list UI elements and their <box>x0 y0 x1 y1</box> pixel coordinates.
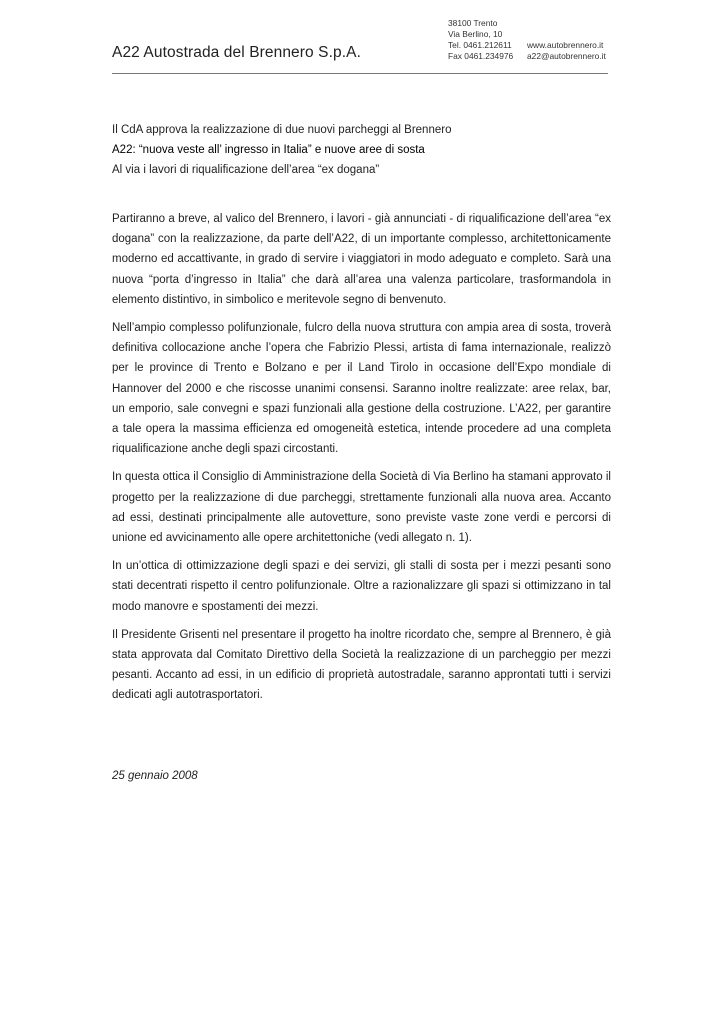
email-link[interactable]: a22@autobrennero.it <box>527 51 606 61</box>
headline-block <box>112 120 451 180</box>
headline-subtitle: Al via i lavori di riqualificazione dell’area “ex dogana” <box>112 164 380 176</box>
headline-kicker: Il CdA approva la realizzazione di due nuovi parcheggi al Brennero <box>112 124 452 136</box>
paragraph: Partiranno a breve, al valico del Brennero, i lavori - già annunciati - di riqualificazione dell’area “ex dogana” con la realizzazione, da parte dell’A22, di un importante complesso, architettonicamente moderno ed accattivante, in grado di servire i viaggiatori in modo adeguato e completo. Sarà una nuova “porta d’ingresso in Italia” che darà all’area una valenza particolare, trasformandola in elemento distintivo, in simbolico e meritevole segno di benvenuto. <box>112 213 611 306</box>
address-city: 38100 Trento <box>448 18 498 28</box>
paragraph: In un’ottica di ottimizzazione degli spazi e dei servizi, gli stalli di sosta per i mezzi pesanti sono stati decentrati rispetto il centro polifunzionale. Oltre a razionalizzare gli spazi si ottimizzano in tal modo manovre e spostamenti dei mezzi. <box>112 560 611 613</box>
address-street: Via Berlino, 10 <box>448 29 503 39</box>
company-name: A22 Autostrada del Brennero S.p.A. <box>112 44 361 61</box>
paragraph: In questa ottica il Consiglio di Amministrazione della Società di Via Berlino ha stamani approvato il progetto per la realizzazione di due parcheggi, strettamente funzionali alla nuova area. Accanto ad essi, destinati principalmente alle autovetture, sono previste vaste zone verdi e percorsi di unione ed avvicinamento alle opere architettoniche (vedi allegato n. 1). <box>112 471 611 545</box>
header-divider <box>112 73 608 74</box>
address-block <box>448 18 513 62</box>
paragraph: Nell’ampio complesso polifunzionale, fulcro della nuova struttura con ampia area di sosta, troverà definitiva collocazione anche l’opera che Fabrizio Plessi, artista di fama internazionale, realizzò per le province di Trento e Bolzano e per il Land Tirolo in occasione dell’Expo mondiale di Hannover del 2000 e che riscosse unanimi consensi. Saranno inoltre realizzate: aree relax, bar, un emporio, sale convegni e spazi funzionali alla gestione della costruzione. L’A22, per garantire a tale opera la massima efficienza ed omogeneità estetica, intende procedere ad una completa riqualificazione anche degli spazi circostanti. <box>112 322 611 456</box>
press-release-body <box>112 209 611 714</box>
contact-block <box>527 40 606 62</box>
paragraph: Il Presidente Grisenti nel presentare il progetto ha inoltre ricordato che, sempre al Brennero, è già stata approvata dal Comitato Direttivo della Società la realizzazione di un parcheggio per mezzi pesanti. Accanto ad essi, in un edificio di proprietà autostradale, saranno approntati tutti i servizi dedicati agli autotrasportatori. <box>112 628 611 702</box>
phone-number: Tel. 0461.212611 <box>448 40 512 50</box>
website-link[interactable]: www.autobrennero.it <box>527 40 604 50</box>
release-date: 25 gennaio 2008 <box>112 770 198 782</box>
headline-title: A22: “nuova veste all’ ingresso in Italia” e nuove aree di sosta <box>112 144 425 156</box>
fax-number: Fax 0461.234976 <box>448 51 514 61</box>
